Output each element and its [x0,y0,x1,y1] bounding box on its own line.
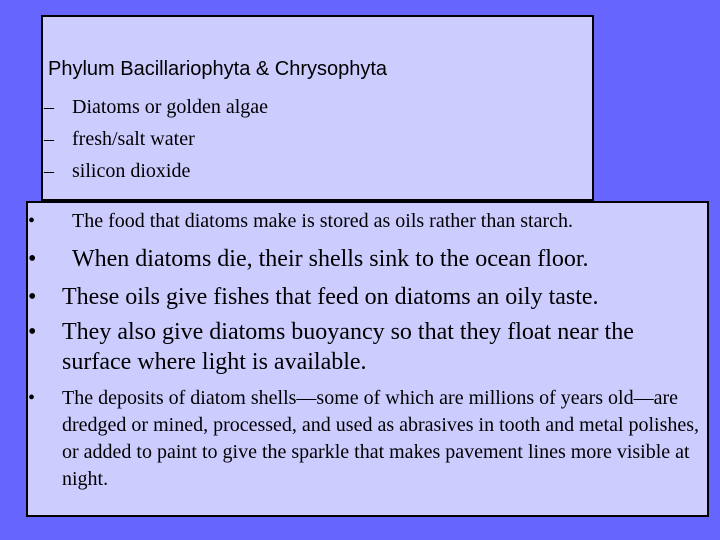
bullet-text: The food that diatoms make is stored as oils rather than starch. [72,210,573,232]
sub-item-text: fresh/salt water [72,128,195,150]
bullet-item [28,282,698,312]
slide-heading: Phylum Bacillariophyta & Chrysophyta [48,58,388,80]
bullet-item [28,244,698,274]
sub-item-text: Diatoms or golden algae [72,96,269,118]
bullet-item [28,205,708,237]
sub-item-list [44,91,268,187]
bullet-marker: • [28,319,37,345]
bullet-marker: • [28,387,36,409]
bullet-text: The deposits of diatom shells—some of which are millions of years old—are dredged or mined, processed, and used as abrasives in tooth and metal polishes, or added to paint to give the sparkle that makes pavement lines more visible at night. [62,387,700,490]
dash-marker: – [44,160,54,182]
sub-item-text: silicon dioxide [72,160,191,182]
bullet-text: When diatoms die, their shells sink to the ocean floor. [72,246,589,272]
bullet-text: These oils give fishes that feed on diatoms an oily taste. [62,284,599,310]
bullet-marker: • [28,246,37,272]
sub-item [44,91,268,123]
sub-item [44,155,268,187]
bullet-marker: • [28,210,36,232]
dash-marker: – [44,96,54,118]
bullet-item [28,317,700,377]
bullet-marker: • [28,284,37,310]
sub-item [44,123,268,155]
bullet-item [28,385,700,493]
bullet-text: They also give diatoms buoyancy so that they float near the surface where light is available. [62,319,634,375]
dash-marker: – [44,128,54,150]
